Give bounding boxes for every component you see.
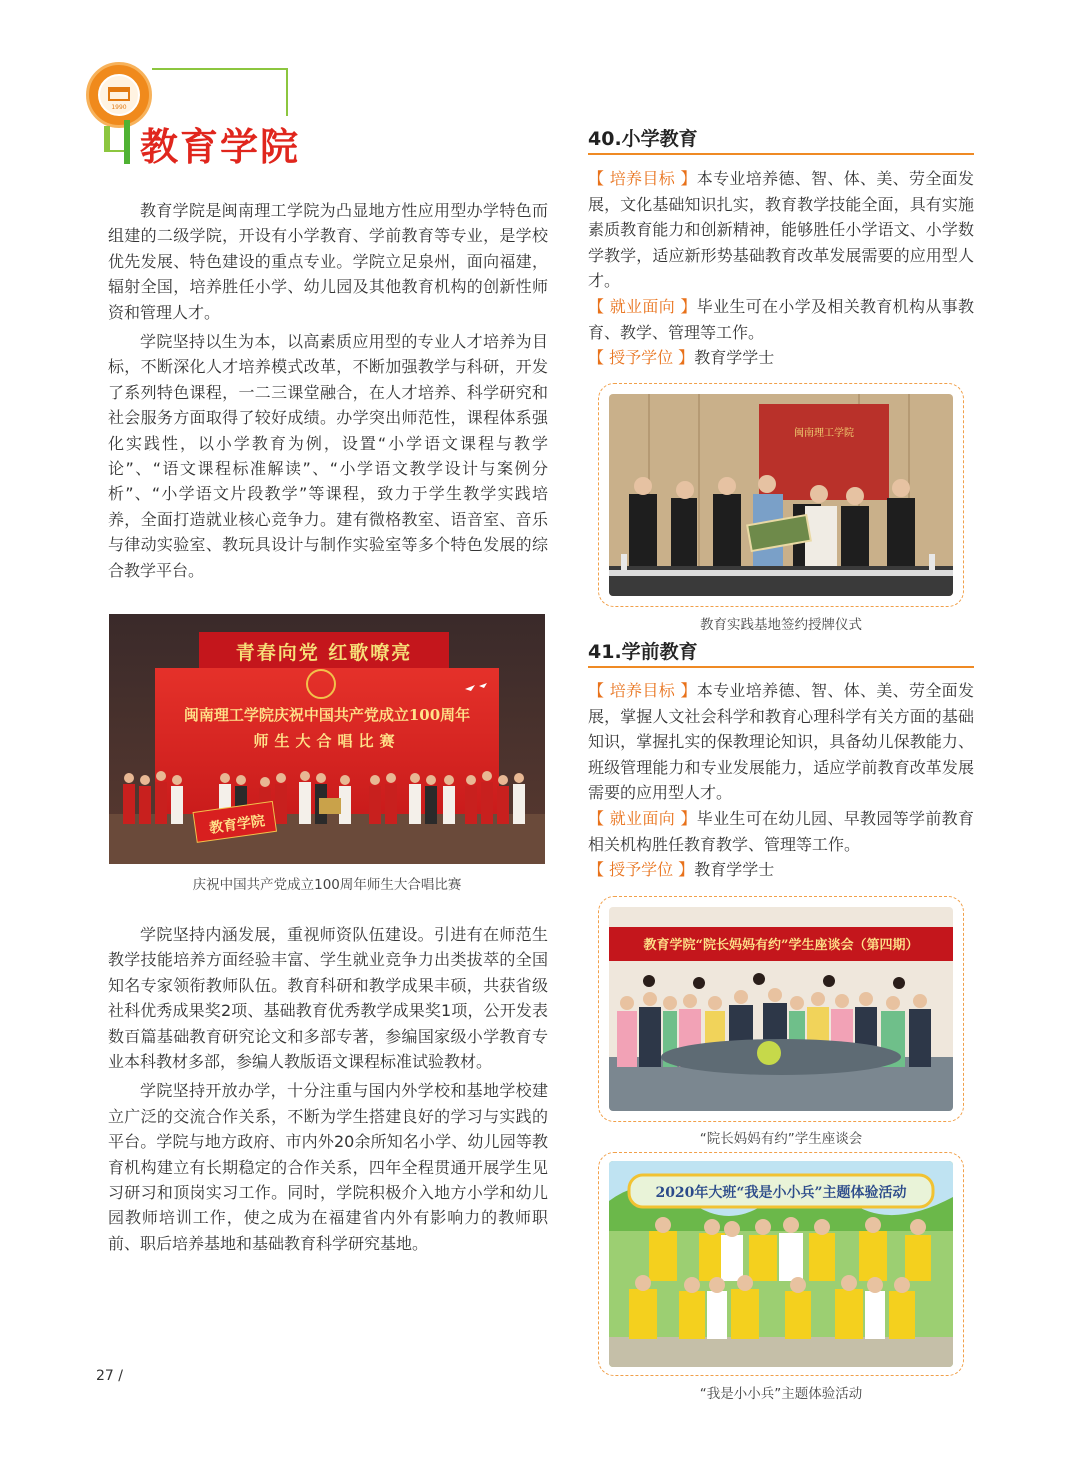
- page-number: 27 /: [96, 1368, 123, 1384]
- logo-emblem: [98, 74, 140, 116]
- major-41-details: [588, 678, 974, 883]
- choir-flag-text: 教育学院: [208, 813, 266, 837]
- faculty-paragraph: 学院坚持内涵发展，重视师资队伍建设。引进有在师范生教学技能培养方面经验丰富、学生就业竞争力出类拔萃的全国知名专家领衔教师队伍。教育科研和教学成果丰硕，共获省级社科优秀成果奖2项、基础教育优秀教学成果奖1项，公开发表数百篇基础教育研究论文和多部专著，参编国家级小学教育专业本科教材多部，参编人教版语文课程标准试验教材。: [108, 925, 548, 1072]
- major-41-degree: [588, 857, 974, 883]
- major-40-degree-tag: 【 授予学位 】: [588, 348, 695, 368]
- major-40-job: [588, 294, 974, 345]
- intro-paragraph-2: 学院坚持以生为本，以高素质应用型的专业人才培养为目标，不断深化人才培养模式改革，不断加强教学与科研，开发了系列特色课程，一二三课堂融合，在人才培养、科学研究和社会服务方面取得了较好成绩。办学突出师范性，课程体系强化实践性，以小学教育为例，设置“小学语文课程与教学论”、“语文课程标准解读”、“小学语文教学设计与案例分析”、“小学语文片段教学”等课程，致力于学生教学实践培养，全面打造就业核心竞争力。建有微格教室、语音室、音乐与律动实验室、教玩具设计与制作实验室等多个特色发展的综合教学平台。: [108, 332, 548, 580]
- major-40-title: 40.小学教育: [588, 128, 698, 150]
- soldier-photo-frame: [598, 1152, 964, 1376]
- major-40-goal-tag: 【 培养目标 】: [588, 169, 697, 188]
- cooperation-paragraph: 学院坚持开放办学，十分注重与国内外学校和基地学校建立广泛的交流合作关系，不断为学生搭建良好的学习与实践的平台。学院与地方政府、市内外20余所知名小学、幼儿园等教育机构建立有长期稳定的合作关系，四年全程贯通开展学生见习研习和顶岗实习工作。同时，学院积极介入地方小学和幼儿园教师培训工作，使之成为在福建省内外有影响力的教师职前、职后培养基地和基础教育科学研究基地。: [108, 1081, 548, 1253]
- title-accent-bar: [104, 126, 110, 152]
- forum-photo-frame: [598, 896, 964, 1122]
- signing-banner-text: 闽南理工学院: [794, 428, 854, 439]
- major-41-goal-tag: 【 培养目标 】: [588, 681, 697, 700]
- choir-photo: [109, 614, 545, 864]
- major-40-job-text: 毕业生可在小学及相关教育机构从事教育、教学、管理等工作。: [588, 296, 974, 342]
- title-frame-top: [152, 68, 288, 70]
- signing-photo-frame: [598, 383, 964, 607]
- major-41-goal: [588, 678, 974, 806]
- major-40-details: [588, 166, 974, 371]
- major-40-job-tag: 【 就业面向 】: [588, 296, 697, 316]
- forum-banner-text: 教育学院“院长妈妈有约”学生座谈会（第四期）: [643, 938, 919, 953]
- forum-photo: [609, 907, 953, 1111]
- choir-banner-top: 青春向党 红歌嘹亮: [235, 642, 413, 664]
- major-40-goal-text: 本专业培养德、智、体、美、劳全面发展，文化基础知识扎实，教育教学技能全面，具有实施素质教育能力和创新精神，能够胜任小学语文、小学数学教学，适应新形势基础教育改革发展需要的应用型人才。: [588, 169, 974, 291]
- intro-paragraph-1: 教育学院是闽南理工学院为凸显地方性应用型办学特色而组建的二级学院，开设有小学教育、学前教育等专业，是学校优先发展、特色建设的重点专业。学院立足泉州，面向福建，辐射全国，培养胜任小学、幼儿园及其他教育机构的创新性师资和管理人才。: [108, 201, 548, 322]
- major-40-goal: [588, 166, 974, 294]
- major-41-rule: [588, 666, 974, 668]
- major-41-job-text: 毕业生可在幼儿园、早教园等学前教育相关机构胜任教育教学、管理等工作。: [588, 808, 974, 854]
- soldier-photo-caption: “我是小小兵”主题体验活动: [699, 1386, 863, 1402]
- signing-photo: [609, 394, 953, 596]
- major-41-job: [588, 806, 974, 857]
- major-41-degree-text: 教育学学士: [694, 860, 775, 880]
- major-41-degree-tag: 【 授予学位 】: [588, 860, 695, 880]
- title-accent-line: [104, 150, 124, 152]
- major-41-job-tag: 【 就业面向 】: [588, 808, 697, 828]
- logo-year: 1990: [111, 104, 127, 111]
- soldier-banner-text: 2020年大班“我是小小兵”主题体验活动: [655, 1185, 907, 1201]
- major-40-degree-text: 教育学学士: [694, 348, 775, 368]
- major-40-rule: [588, 153, 974, 155]
- lower-section: [108, 922, 548, 1256]
- choir-banner-line-1: 闽南理工学院庆祝中国共产党成立100周年: [183, 706, 471, 724]
- signing-photo-caption: 教育实践基地签约授牌仪式: [700, 617, 862, 633]
- soldier-photo: [609, 1161, 953, 1367]
- title-accent-bar-2: [124, 120, 130, 164]
- intro-section: [108, 198, 548, 583]
- logo-building-icon: [108, 87, 130, 101]
- forum-photo-caption: “院长妈妈有约”学生座谈会: [699, 1131, 863, 1147]
- page-title: 教育学院: [140, 125, 301, 169]
- title-frame-right: [286, 68, 288, 116]
- major-41-goal-text: 本专业培养德、智、体、美、劳全面发展，掌握人文社会科学和教育心理科学有关方面的基础知识，掌握扎实的保教理论知识，具备幼儿保教能力、班级管理能力和专业发展能力，适应学前教育改革发展需要的应用型人才。: [588, 681, 974, 803]
- major-40-degree: [588, 345, 974, 371]
- choir-photo-caption: 庆祝中国共产党成立100周年师生大合唱比赛: [192, 877, 462, 893]
- major-41-title: 41.学前教育: [588, 641, 698, 663]
- choir-banner-line-2: 师生大合唱比赛: [253, 732, 401, 750]
